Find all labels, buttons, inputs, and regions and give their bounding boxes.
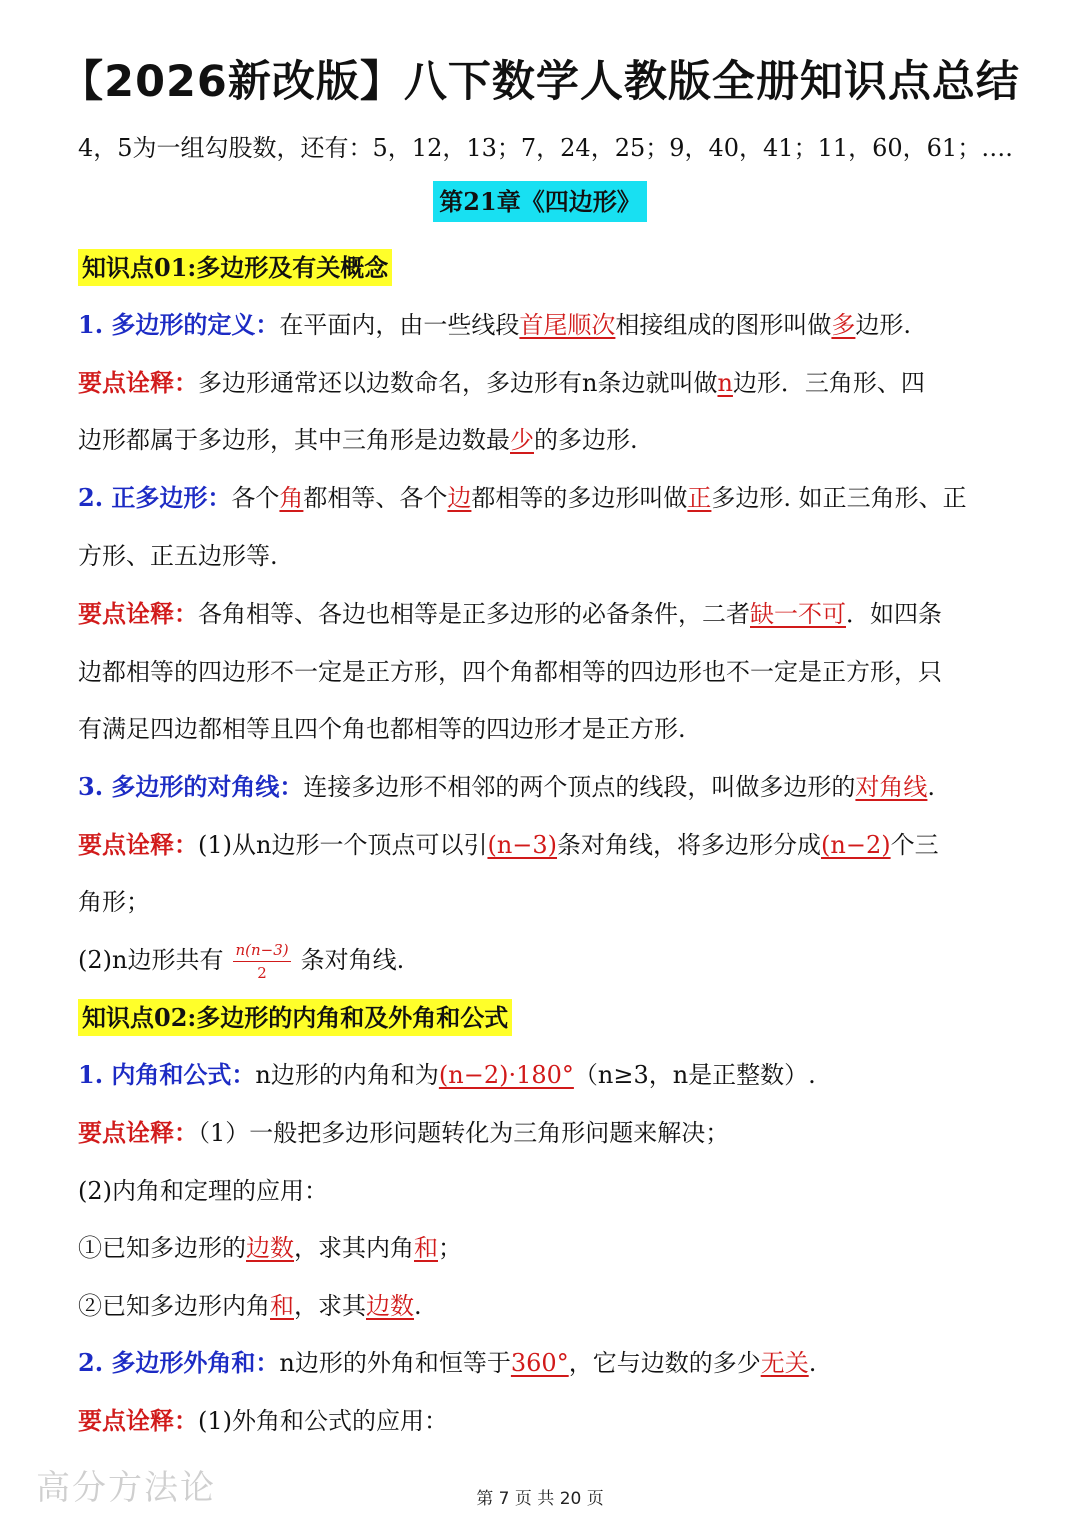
f2-text: . bbox=[808, 1349, 817, 1377]
page-title: 【2026新改版】八下数学人教版全册知识点总结 bbox=[60, 57, 1020, 107]
kp1-def2 bbox=[78, 482, 1008, 514]
def1-text: 相接组成的图形叫做 bbox=[615, 311, 832, 339]
kp2-heading: 知识点02:多边形的内角和及外角和公式 bbox=[78, 999, 512, 1036]
intro-line: 4，5为一组勾股数，还有：5，12，13；7，24，25；9，40，41；11，60，61；…. bbox=[78, 134, 1013, 162]
note-answer: 少 bbox=[510, 426, 534, 454]
app-text: ，求其 bbox=[294, 1292, 366, 1320]
def2-text: 多边形. 如正三角形、正 bbox=[711, 484, 967, 512]
fraction-denominator: 2 bbox=[257, 964, 267, 982]
note-text: 条对角线. bbox=[300, 946, 405, 974]
note-text: ．如四条 bbox=[846, 600, 942, 628]
f1-answer: (n−2)·180° bbox=[438, 1061, 574, 1089]
f2-text: ，它与边数的多少 bbox=[568, 1349, 761, 1377]
kp1-def1 bbox=[78, 309, 1008, 341]
kp1-def3 bbox=[78, 771, 1008, 803]
app-text: ，求其内角 bbox=[294, 1234, 414, 1262]
def2-label: 2. 正多边形： bbox=[78, 483, 232, 512]
note-answer: (n−2) bbox=[821, 831, 891, 859]
note-label: 要点诠释： bbox=[78, 1118, 198, 1147]
f2-label: 2. 多边形外角和： bbox=[78, 1348, 280, 1377]
kp1-note2b: 边都相等的四边形不一定是正方形，四个角都相等的四边形也不一定是正方形，只 bbox=[78, 658, 942, 686]
note-answer: (n−3) bbox=[487, 831, 558, 859]
def1-label: 1. 多边形的定义： bbox=[78, 310, 280, 339]
app-text: ； bbox=[438, 1234, 462, 1262]
kp1-note2 bbox=[78, 598, 1008, 630]
note-label: 要点诠释： bbox=[78, 599, 198, 628]
f1-label: 1. 内角和公式： bbox=[78, 1060, 256, 1089]
kp1-note3 bbox=[78, 829, 1008, 861]
def1-text: 在平面内，由一些线段 bbox=[279, 311, 520, 339]
kp2-note1 bbox=[78, 1117, 1008, 1149]
diagonal-count-fraction bbox=[233, 942, 290, 981]
app-text: ①已知多边形的 bbox=[78, 1234, 246, 1262]
note-label: 要点诠释： bbox=[78, 830, 198, 859]
kp2-note2 bbox=[78, 1405, 1008, 1437]
note-text: 多边形通常还以边数命名，多边形有n条边就叫做 bbox=[198, 369, 718, 397]
note-text: 条对角线，将多边形分成 bbox=[557, 831, 822, 859]
kp2-heading-row bbox=[78, 1002, 1008, 1034]
def3-text: 连接多边形不相邻的两个顶点的线段，叫做多边形的 bbox=[303, 773, 856, 801]
app-text: ②已知多边形内角 bbox=[78, 1292, 270, 1320]
kp1-note1b bbox=[78, 424, 1008, 456]
fraction-numerator: n(n−3) bbox=[233, 942, 290, 962]
f1-text: （n≥3，n是正整数）. bbox=[573, 1061, 816, 1089]
def3-label: 3. 多边形的对角线： bbox=[78, 772, 304, 801]
note-answer: n bbox=[717, 369, 733, 397]
def2-answer: 边 bbox=[447, 484, 472, 512]
kp2-f2 bbox=[78, 1347, 1008, 1379]
watermark: 高分方法论 bbox=[36, 1468, 216, 1508]
note-text: (2)n边形共有 bbox=[78, 946, 224, 974]
chapter-title: 第21章《四边形》 bbox=[433, 181, 646, 222]
app-answer: 边数 bbox=[366, 1292, 414, 1320]
note-text: 边形．三角形、四 bbox=[732, 369, 925, 397]
def2-answer: 正 bbox=[687, 484, 712, 512]
def1-text: 边形. bbox=[855, 311, 912, 339]
kp2-app1 bbox=[78, 1232, 1008, 1264]
def3-text: . bbox=[927, 773, 936, 801]
def3-answer: 对角线 bbox=[855, 773, 928, 801]
app-answer: 和 bbox=[414, 1234, 438, 1262]
note-text: 的多边形. bbox=[534, 426, 638, 454]
f2-answer: 无关 bbox=[760, 1349, 809, 1377]
note-label: 要点诠释： bbox=[78, 368, 198, 397]
page-footer: 第 7 页 共 20 页 bbox=[476, 1489, 604, 1509]
def2-text: 都相等的多边形叫做 bbox=[471, 484, 688, 512]
note-text: (1)从n边形一个顶点可以引 bbox=[198, 831, 488, 859]
app-answer: 边数 bbox=[246, 1234, 294, 1262]
f1-text: n边形的内角和为 bbox=[255, 1061, 439, 1089]
def2-answer: 角 bbox=[279, 484, 304, 512]
kp2-f1 bbox=[78, 1059, 1008, 1091]
app-answer: 和 bbox=[270, 1292, 294, 1320]
note-text: 个三 bbox=[890, 831, 939, 859]
kp1-def2b: 方形、正五边形等. bbox=[78, 542, 278, 570]
note-text: 边形都属于多边形，其中三角形是边数最 bbox=[78, 426, 510, 454]
note-answer: 缺一不可 bbox=[750, 600, 846, 628]
f2-answer: 360° bbox=[510, 1349, 569, 1377]
chapter-heading bbox=[0, 182, 1080, 217]
kp1-note3c bbox=[78, 938, 1008, 982]
app-text: . bbox=[414, 1292, 422, 1320]
kp1-heading: 知识点01:多边形及有关概念 bbox=[78, 249, 392, 286]
note-text: （1）一般把多边形问题转化为三角形问题来解决； bbox=[198, 1119, 730, 1147]
def1-answer: 多 bbox=[831, 311, 856, 339]
kp1-note3b: 角形； bbox=[78, 888, 150, 916]
note-text: 各角相等、各边也相等是正多边形的必备条件，二者 bbox=[198, 600, 750, 628]
def2-text: 各个 bbox=[231, 484, 280, 512]
note-label: 要点诠释： bbox=[78, 1406, 198, 1435]
note-text: (1)外角和公式的应用： bbox=[198, 1407, 448, 1435]
kp1-note2c: 有满足四边都相等且四个角也都相等的四边形才是正方形. bbox=[78, 715, 686, 743]
def1-answer: 首尾顺次 bbox=[519, 311, 616, 339]
kp2-note1b: (2)内角和定理的应用： bbox=[78, 1177, 328, 1205]
f2-text: n边形的外角和恒等于 bbox=[279, 1349, 511, 1377]
def2-text: 都相等、各个 bbox=[303, 484, 448, 512]
kp1-heading-row bbox=[78, 252, 1008, 284]
kp1-note1 bbox=[78, 367, 1008, 399]
kp2-app2 bbox=[78, 1290, 1008, 1322]
